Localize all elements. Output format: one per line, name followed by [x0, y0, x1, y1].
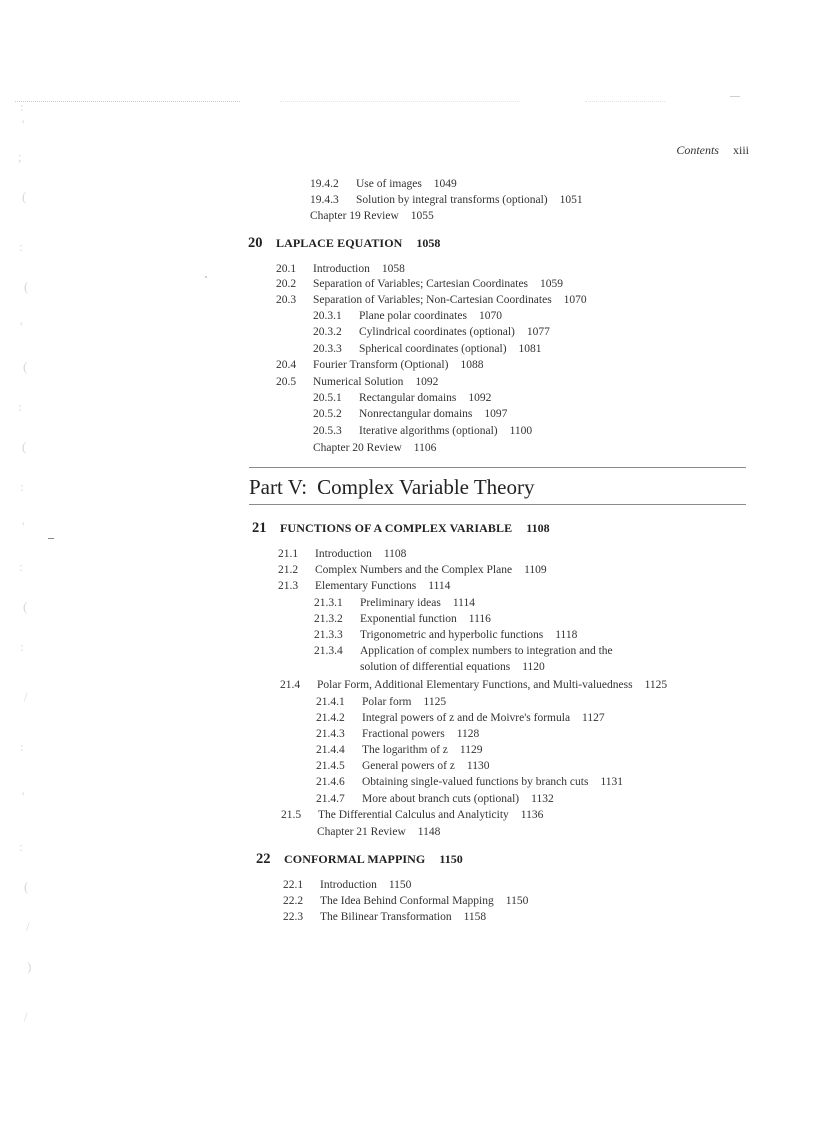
section-title: Polar Form, Additional Elementary Functions, and Multi-valuedness	[317, 679, 633, 691]
chapter-heading	[248, 236, 440, 251]
toc-entry	[316, 727, 479, 741]
page-number: 1148	[417, 826, 441, 838]
toc-entry	[313, 342, 542, 356]
toc-entry	[276, 293, 587, 307]
toc-entry	[313, 325, 550, 339]
section-number: 21.1	[278, 548, 299, 560]
toc-entry	[276, 358, 483, 372]
scan-artifact-line	[280, 101, 520, 102]
section-number: 21.3.2	[314, 613, 343, 625]
section-title: Fourier Transform (Optional)	[313, 359, 449, 371]
page-number: 1150	[439, 852, 463, 866]
section-title: Polar form	[362, 696, 412, 708]
toc-entry	[314, 596, 475, 610]
part-heading	[249, 475, 534, 499]
section-title: Introduction	[313, 263, 370, 275]
section-number: 20.3.3	[313, 343, 342, 355]
section-title: Preliminary ideas	[360, 597, 441, 609]
toc-entry	[278, 547, 406, 561]
page-number: 1158	[463, 911, 487, 923]
section-number: 20.2	[276, 278, 297, 290]
page-number: 1108	[526, 521, 550, 535]
chapter-number: 22	[256, 851, 271, 867]
section-title: Obtaining single-valued functions by branch cuts	[362, 776, 589, 788]
section-number: 20.1	[276, 263, 297, 275]
toc-entry	[280, 678, 667, 692]
section-number: 21.3.4	[314, 645, 343, 657]
section-title: Rectangular domains	[359, 392, 457, 404]
section-number: 22.2	[283, 895, 304, 907]
section-number: 21.4.1	[316, 696, 345, 708]
section-title: Separation of Variables; Cartesian Coordinates	[313, 278, 529, 290]
section-number: 21.4.3	[316, 728, 345, 740]
page-number: 1070	[563, 294, 587, 306]
section-title: Iterative algorithms (optional)	[359, 425, 498, 437]
toc-entry	[316, 711, 605, 725]
section-number: 20.3.1	[313, 310, 342, 322]
page-number: 1100	[509, 425, 533, 437]
page-number: 1136	[520, 809, 544, 821]
section-title: Fractional powers	[362, 728, 445, 740]
section-number: 20.5.1	[313, 392, 342, 404]
page-number: 1108	[383, 548, 407, 560]
section-number: 21.4.6	[316, 776, 345, 788]
section-number: 20.3	[276, 294, 297, 306]
toc-entry	[316, 792, 554, 806]
toc-entry	[283, 894, 528, 908]
running-head-title: Contents	[676, 143, 719, 157]
toc-entry	[316, 759, 490, 773]
page-number: 1059	[540, 278, 564, 290]
section-number: 21.4.5	[316, 760, 345, 772]
toc-entry	[276, 375, 438, 389]
toc-entry	[281, 808, 543, 822]
page-number: 1150	[505, 895, 529, 907]
section-number: 21.3.3	[314, 629, 343, 641]
running-head-page-number: xiii	[732, 143, 749, 157]
chapter-review-entry	[317, 825, 440, 839]
toc-entry	[310, 177, 457, 191]
part-title: Complex Variable Theory	[317, 475, 535, 499]
section-number: 21.3.1	[314, 597, 343, 609]
chapter-heading	[252, 521, 550, 536]
section-title: Nonrectangular domains	[359, 408, 473, 420]
section-title: Introduction	[320, 879, 377, 891]
part-top-rule	[249, 467, 746, 468]
page-number: 1106	[413, 442, 437, 454]
section-title: Use of images	[356, 178, 422, 190]
section-title: More about branch cuts (optional)	[362, 793, 520, 805]
toc-entry	[278, 579, 450, 593]
page-number: 1129	[459, 744, 483, 756]
page-number: 1118	[555, 629, 578, 641]
toc-entry	[310, 193, 583, 207]
section-number: 20.5.2	[313, 408, 342, 420]
section-title: Integral powers of z and de Moivre's formula	[362, 712, 571, 724]
review-title: Chapter 21 Review	[317, 826, 406, 838]
page-number: 1081	[518, 343, 542, 355]
section-title: Numerical Solution	[313, 376, 404, 388]
section-title: Cylindrical coordinates (optional)	[359, 326, 515, 338]
section-title: Trigonometric and hyperbolic functions	[360, 629, 544, 641]
section-title: Complex Numbers and the Complex Plane	[315, 564, 513, 576]
chapter-heading	[256, 852, 463, 867]
toc-entry	[313, 407, 507, 421]
section-title: Plane polar coordinates	[359, 310, 467, 322]
section-title: The logarithm of z	[362, 744, 448, 756]
section-number: 21.4.4	[316, 744, 345, 756]
binding-shadow-specks: : ' ; ( : ( ' ( : ( : ' : ( : / : ' : ( / ) /	[18, 99, 32, 1024]
part-bottom-rule	[249, 504, 746, 505]
page-number: 1049	[433, 178, 457, 190]
page-number: 1120	[522, 661, 545, 673]
chapter-number: 21	[252, 520, 267, 536]
toc-entry	[314, 628, 577, 642]
toc-entry	[316, 743, 482, 757]
page-number: 1092	[468, 392, 492, 404]
section-number: 21.4	[280, 679, 301, 691]
chapter-number: 20	[248, 235, 263, 251]
toc-entry	[316, 695, 446, 709]
page-number: 1051	[559, 194, 583, 206]
page-number: 1097	[484, 408, 508, 420]
scan-speck	[205, 276, 207, 278]
section-title: Spherical coordinates (optional)	[359, 343, 507, 355]
chapter-review-entry	[313, 441, 436, 455]
section-title: Elementary Functions	[315, 580, 417, 592]
chapter-title: LAPLACE EQUATION	[276, 236, 403, 250]
review-title: Chapter 20 Review	[313, 442, 402, 454]
page-number: 1055	[410, 210, 434, 222]
page-number: 1127	[582, 712, 605, 724]
chapter-title: FUNCTIONS OF A COMPLEX VARIABLE	[280, 521, 513, 535]
section-number: 21.4.2	[316, 712, 345, 724]
page-number: 1088	[460, 359, 484, 371]
toc-entry	[316, 775, 623, 789]
chapter-review-entry	[310, 209, 434, 223]
part-label: Part V:	[249, 475, 308, 499]
page-number: 1092	[415, 376, 439, 388]
page-number: 1128	[456, 728, 480, 740]
section-number: 21.2	[278, 564, 299, 576]
section-title: The Idea Behind Conformal Mapping	[320, 895, 494, 907]
section-title: Introduction	[315, 548, 372, 560]
scan-artifact-dash	[730, 96, 740, 97]
section-title: General powers of z	[362, 760, 455, 772]
section-number: 22.1	[283, 879, 304, 891]
section-number: 21.3	[278, 580, 299, 592]
section-number: 20.5	[276, 376, 297, 388]
page-number: 1131	[600, 776, 624, 788]
page-number: 1132	[531, 793, 554, 805]
toc-entry	[283, 910, 486, 924]
toc-entry	[313, 424, 532, 438]
section-title: Solution by integral transforms (optional)	[356, 194, 548, 206]
page-number: 1125	[423, 696, 447, 708]
toc-entry	[276, 277, 563, 291]
section-number: 19.4.3	[310, 194, 339, 206]
page-number: 1070	[478, 310, 502, 322]
toc-entry-continuation	[360, 660, 545, 674]
page-number: 1109	[524, 564, 547, 576]
toc-entry	[314, 612, 491, 626]
section-title: Application of complex numbers to integration and the	[360, 645, 613, 657]
section-number: 20.4	[276, 359, 297, 371]
section-title: The Bilinear Transformation	[320, 911, 452, 923]
section-title-continued: solution of differential equations	[360, 661, 511, 673]
toc-entry	[278, 563, 547, 577]
page-number: 1125	[644, 679, 668, 691]
page-number: 1130	[466, 760, 490, 772]
section-number: 21.4.7	[316, 793, 345, 805]
section-number: 22.3	[283, 911, 304, 923]
chapter-title: CONFORMAL MAPPING	[284, 852, 426, 866]
toc-entry	[313, 309, 502, 323]
section-title: The Differential Calculus and Analyticity	[318, 809, 509, 821]
running-head	[676, 143, 749, 158]
toc-entry	[276, 262, 405, 276]
section-number: 20.5.3	[313, 425, 342, 437]
page-number: 1077	[526, 326, 550, 338]
page-number: 1150	[388, 879, 412, 891]
page-number: 1058	[416, 236, 441, 250]
page-number: 1114	[428, 580, 451, 592]
section-title: Separation of Variables; Non-Cartesian Coordinates	[313, 294, 552, 306]
toc-entry	[283, 878, 411, 892]
section-number: 19.4.2	[310, 178, 339, 190]
scan-artifact-line	[585, 101, 665, 102]
section-number: 21.5	[281, 809, 302, 821]
toc-entry	[314, 644, 613, 658]
page-number: 1114	[452, 597, 475, 609]
section-title: Exponential function	[360, 613, 457, 625]
page-number: 1058	[381, 263, 405, 275]
section-number: 20.3.2	[313, 326, 342, 338]
review-title: Chapter 19 Review	[310, 210, 399, 222]
page-number: 1116	[468, 613, 491, 625]
toc-entry	[313, 391, 491, 405]
